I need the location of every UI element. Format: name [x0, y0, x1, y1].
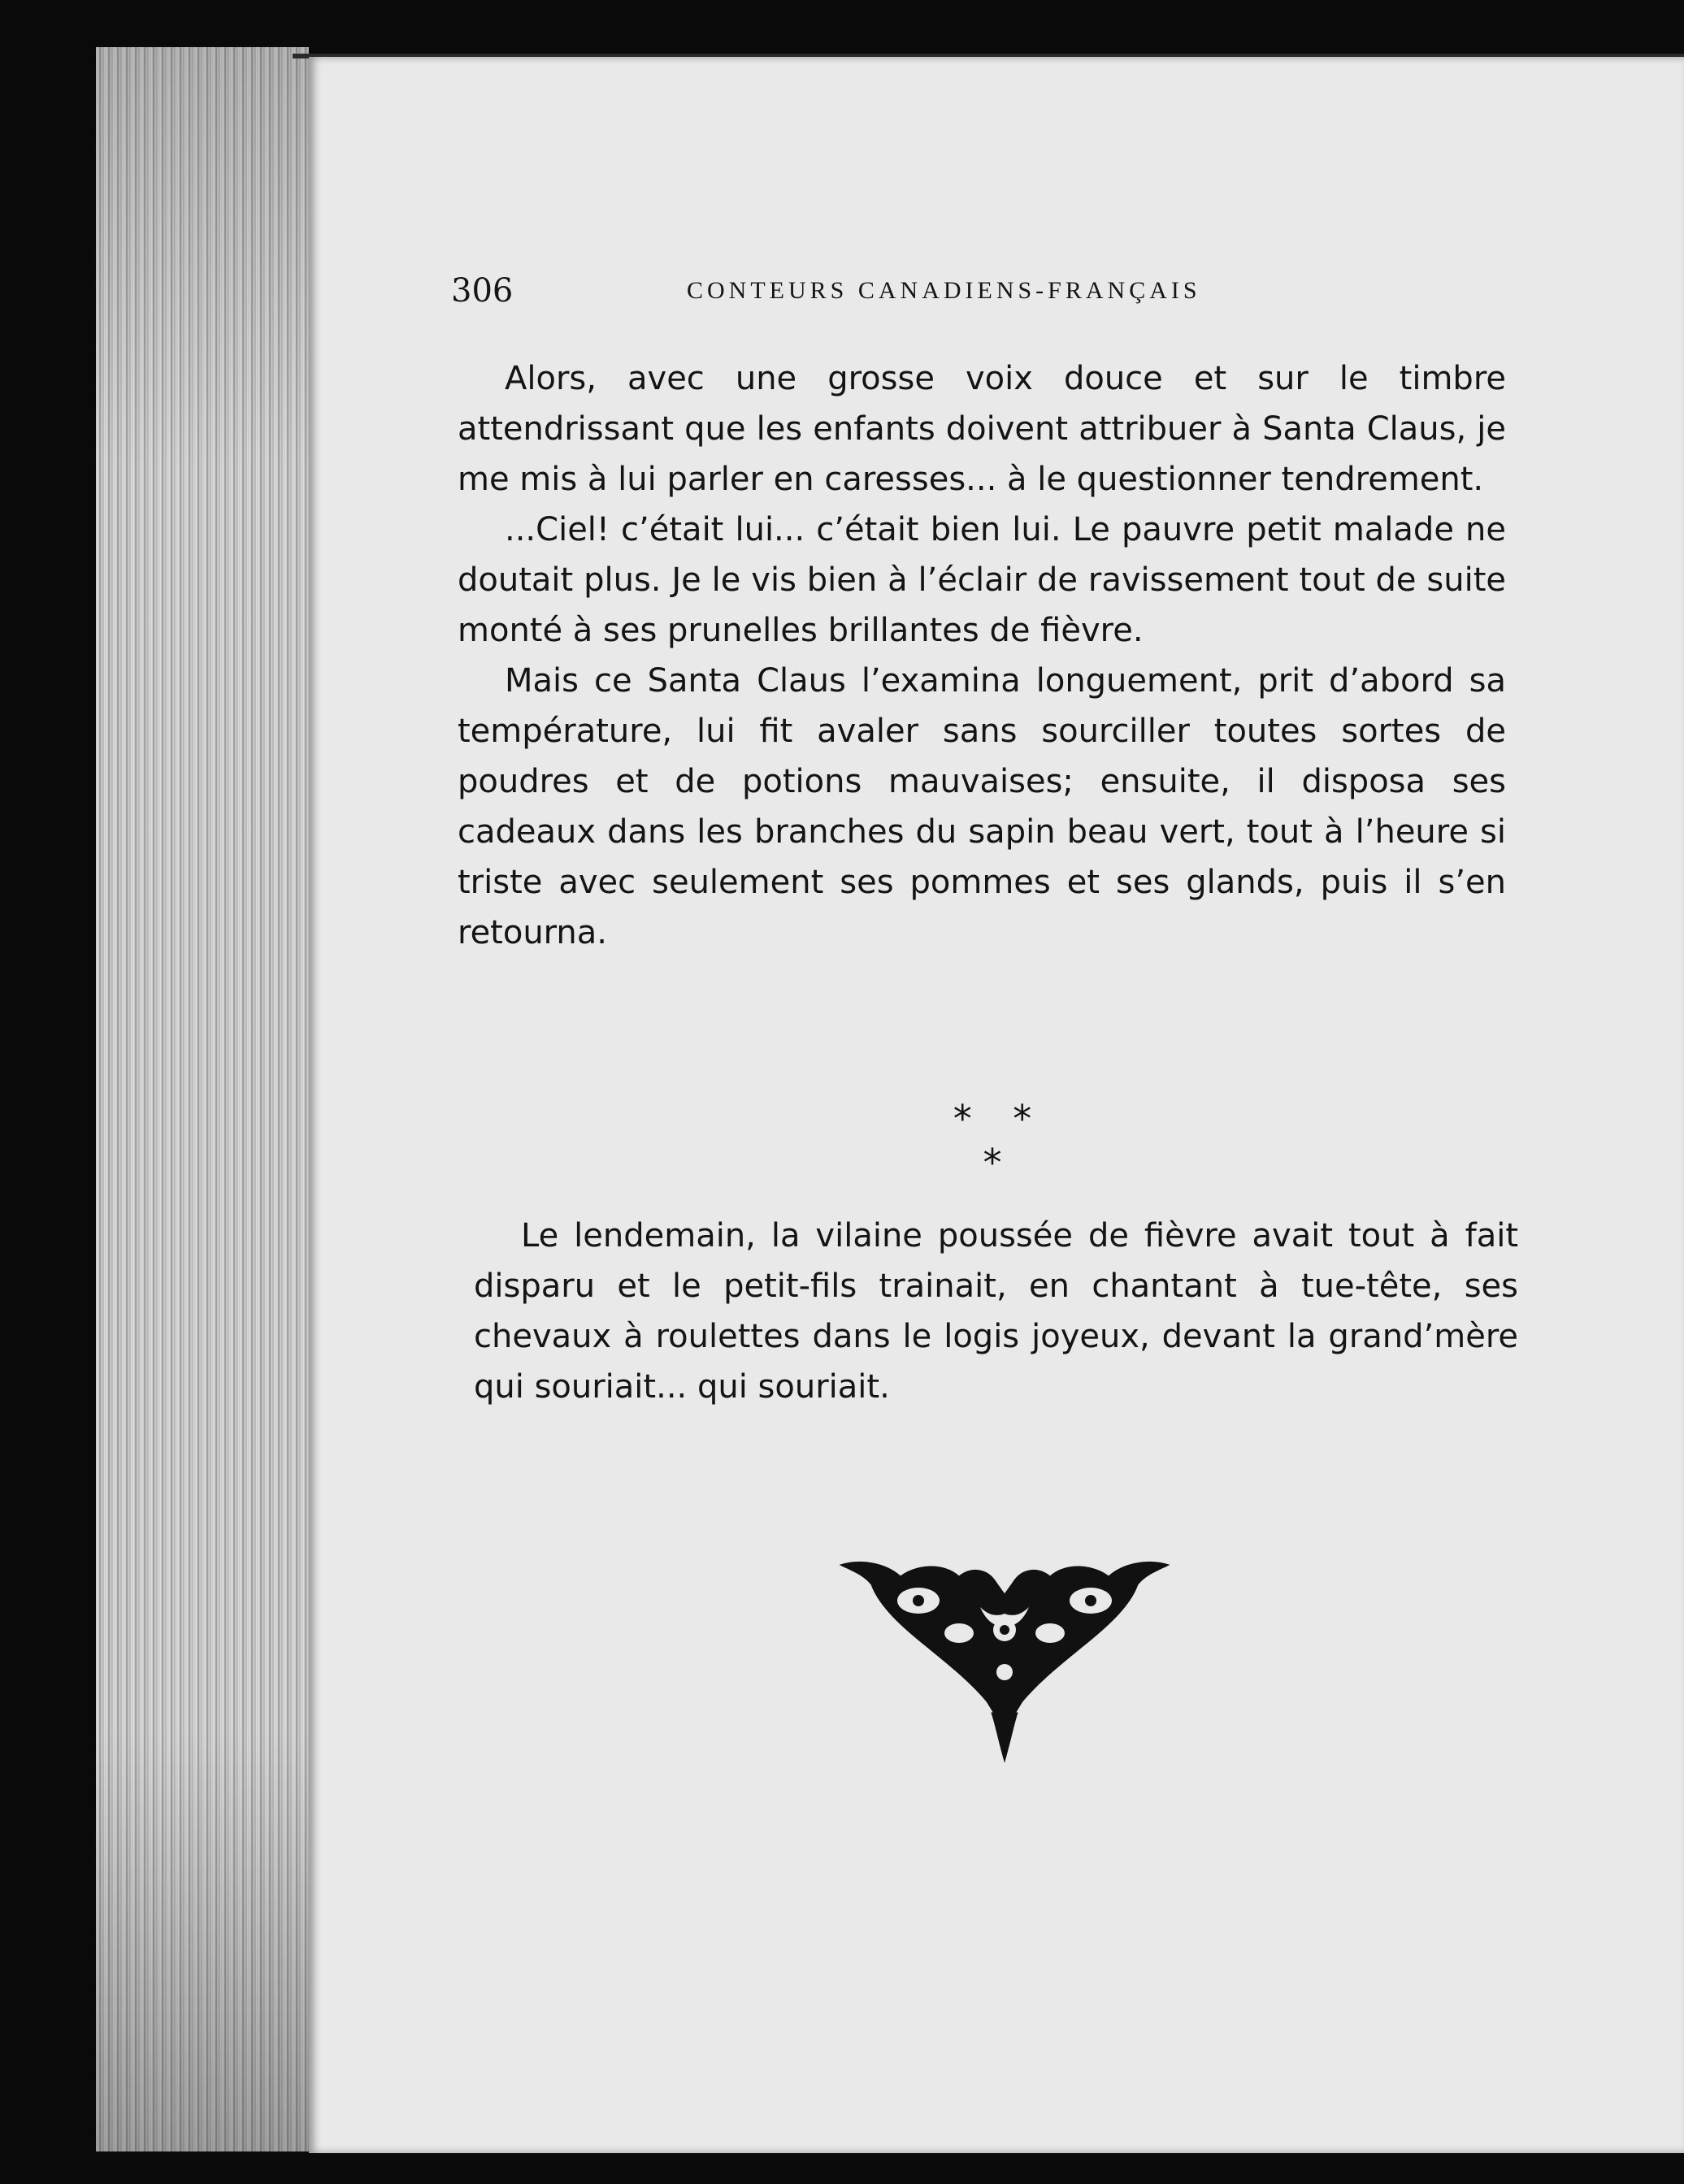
final-paragraph: Le lendemain, la vilaine poussée de fièvre avait tout à fait disparu et le petit-fils trainait, en chantant à tue-tête, ses chevaux à roulettes dans le logis joyeux, devant la grand’mère qui souriait... qui souriait. [474, 1217, 1518, 1406]
paragraph: Alors, avec une grosse voix douce et sur le timbre attendrissant que les enfants doivent attribuer à Santa Claus, je me mis à lui parler en caresses... à le questionner tendrement. [458, 360, 1506, 498]
section-break-asterism: * * * [953, 1097, 1047, 1185]
running-title: CONTEURS CANADIENS-FRANÇAIS [687, 277, 1201, 304]
paragraph: ...Ciel! c’était lui... c’était bien lui. Le pauvre petit malade ne doutait plus. Je le vis bien à l’éclair de ravissement tout de suite monté à ses prunelles brillantes de fièvre. [458, 511, 1506, 649]
page-number: 306 [451, 272, 514, 310]
book-page-edges [96, 47, 309, 2152]
final-text [474, 1211, 1518, 1412]
main-text [458, 353, 1506, 958]
paragraph: Mais ce Santa Claus l’examina longuement, prit d’abord sa température, lui fit avaler sans sourciller toutes sortes de poudres et de potions mauvaises; ensuite, il disposa ses cadeaux dans les branches du sapin beau vert, tout à l’heure si triste avec seulement ses pommes et ses glands, puis il s’en retourna. [458, 662, 1506, 951]
page-header [451, 272, 1272, 321]
fleuron-icon [837, 1558, 1172, 1763]
